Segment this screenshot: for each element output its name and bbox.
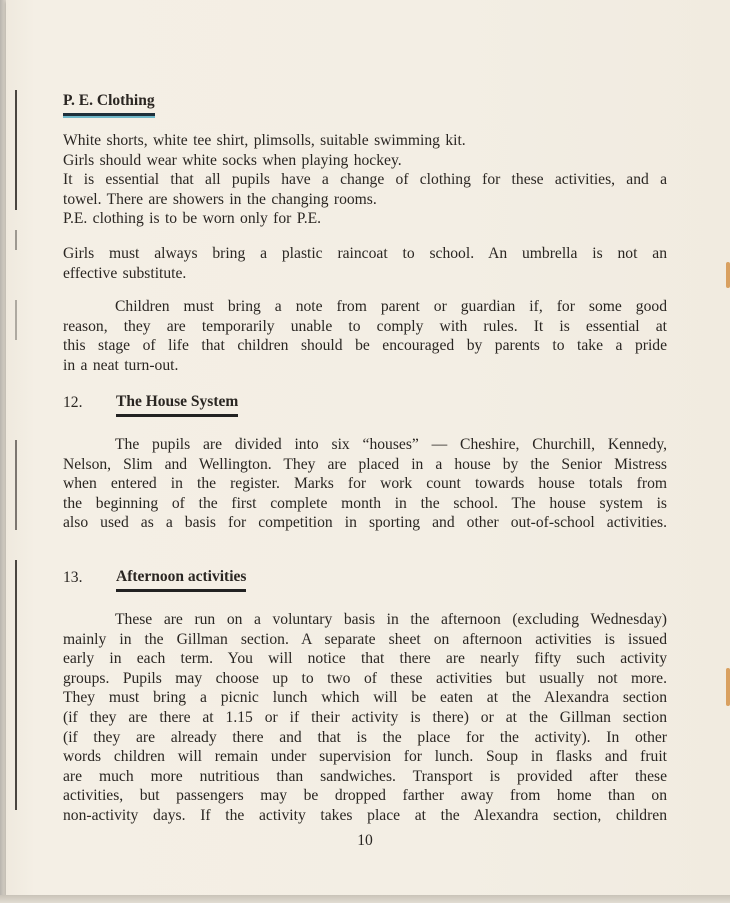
heading-text: P. E. Clothing <box>63 92 155 116</box>
text-line: White shorts, white tee shirt, plimsolls, suitable swimming kit. <box>63 132 466 149</box>
text-line: towel. There are showers in the changing rooms. <box>63 190 377 208</box>
text-line: are much more nutritious than sandwiches. Transport is provided after these <box>63 767 667 785</box>
text-line: Nelson, Slim and Wellington. They are placed in a house by the Senior Mistress <box>63 455 667 473</box>
paper-stain <box>726 262 730 288</box>
text-line: Girls must always bring a plastic raincoat to school. An umbrella is not an <box>63 245 667 262</box>
text-line: (if they are there at 1.15 or if their activity is there) or at the Gillman section <box>63 708 667 726</box>
text-line: effective substitute. <box>63 264 187 282</box>
text-line: P.E. clothing is to be worn only for P.E. <box>63 210 322 228</box>
text-line: non-activity days. If the activity takes place at the Alexandra section, children <box>63 806 667 824</box>
binding-mark <box>15 90 17 210</box>
section-number: 12. <box>63 394 83 411</box>
binding-mark <box>15 230 17 250</box>
heading-text: Afternoon activities <box>116 568 246 592</box>
text-line: words children will remain under supervision for lunch. Soup in flasks and fruit <box>63 748 667 766</box>
text-line: The pupils are divided into six “houses” — Cheshire, Churchill, Kennedy, <box>115 436 667 453</box>
pe-clothing-list <box>63 131 667 229</box>
text-line: These are run on a voluntary basis in the afternoon (excluding Wednesday) <box>115 611 667 628</box>
text-line: this stage of life that children should be encouraged by parents to take a pride <box>63 337 667 355</box>
text-line: Girls should wear white socks when playing hockey. <box>63 151 402 169</box>
heading-text: The House System <box>116 393 238 417</box>
section-heading-afternoon-activities <box>116 568 246 592</box>
section-heading-pe-clothing <box>63 92 155 116</box>
text-line: reason, they are temporarily unable to comply with rules. It is essential at <box>63 317 667 335</box>
text-line: (if they are already there and that is the place for the activity). In other <box>63 728 667 746</box>
text-line: early in each term. You will notice that there are nearly fifty such activity <box>63 650 667 668</box>
text-line: in a neat turn-out. <box>63 356 179 374</box>
text-line: activities, but passengers may be dropped farther away from home than on <box>63 787 667 805</box>
afternoon-activities-paragraph <box>63 610 667 826</box>
binding-mark <box>15 440 17 530</box>
text-line: groups. Pupils may choose up to two of these activities but usually not more. <box>63 669 667 687</box>
text-line: when entered in the register. Marks for work count towards house totals from <box>63 475 667 493</box>
paper-stain <box>726 668 730 706</box>
text-line: the beginning of the first complete month in the school. The house system is <box>63 494 667 512</box>
raincoat-paragraph <box>63 244 667 283</box>
text-line: mainly in the Gillman section. A separate sheet on afternoon activities is issued <box>63 630 667 648</box>
page-number: 10 <box>357 832 373 849</box>
text-line: Children must bring a note from parent or guardian if, for some good <box>115 298 667 315</box>
section-number: 13. <box>63 569 83 586</box>
binding-mark <box>15 300 17 340</box>
section-heading-house-system <box>116 393 238 417</box>
page-bottom-edge <box>0 895 730 903</box>
house-system-paragraph <box>63 435 667 533</box>
text-line: They must bring a picnic lunch which will be eaten at the Alexandra section <box>63 689 667 707</box>
note-paragraph <box>63 297 667 375</box>
binding-mark <box>15 560 17 810</box>
text-line: also used as a basis for competition in sporting and other out-of-school activities. <box>63 514 667 532</box>
text-line: It is essential that all pupils have a change of clothing for these activities, and a <box>63 171 667 189</box>
